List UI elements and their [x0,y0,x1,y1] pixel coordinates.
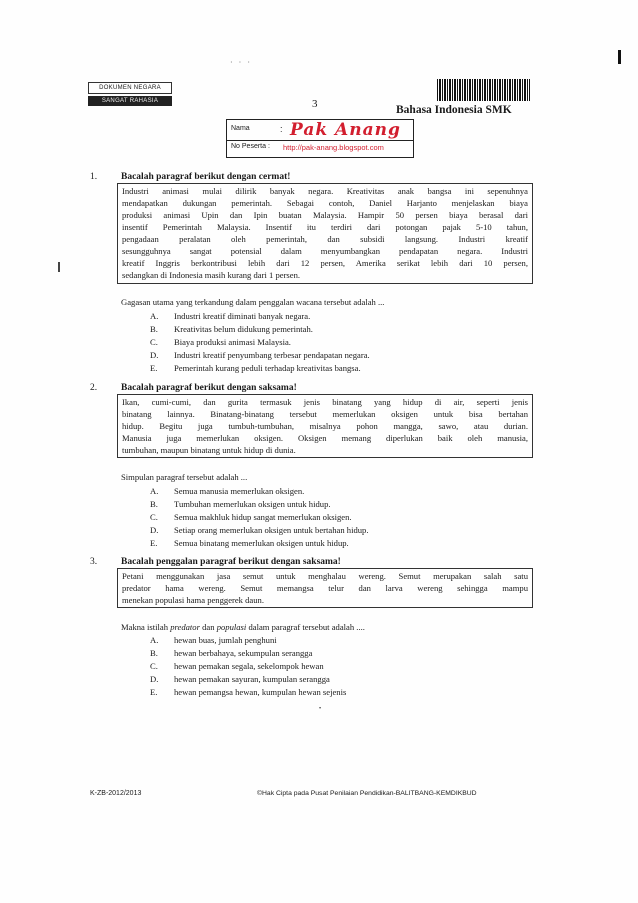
identity-box [226,119,414,158]
term-predator: predator [170,622,200,632]
passage-line: pengadaan peralatan oleh pemerintah, dan subsidi langsung. Industri kreatif [122,234,528,244]
question-1-text: Gagasan utama yang terkandung dalam penggalan wacana tersebut adalah ... [121,297,385,307]
passage-line: sesungguhnya sangat potensial dalam menyumbangkan pendapatan negara. Industri [122,246,528,256]
question-2-text: Simpulan paragraf tersebut adalah ... [121,472,248,482]
passage-line: produksi animasi Upin dan Ipin buatan Malaysia. Hampir 50 persen biaya berasal dari [122,210,528,220]
passage-line: insentif Pemerintah Malaysia. Insentif itu terdiri dari potongan pajak 5-10 tahun, [122,222,528,232]
passage-line: kreatif Inggris berkontribusi lebih dari 12 persen, Amerika serikat lebih dari 10 persen, [122,258,528,268]
footer-copyright: ©Hak Cipta pada Pusat Penilaian Pendidikan-BALITBANG-KEMDIKBUD [257,790,477,797]
question-3-text: Makna istilah predator dan populasi dalam paragraf tersebut adalah .... [121,622,365,632]
option-a[interactable]: A. Industri kreatif diminati banyak negara. [150,311,311,321]
question-1-number: 1. [90,172,98,182]
participant-value: http://pak-anang.blogspot.com [283,143,384,152]
question-1-options [150,311,370,376]
question-1-instruction: Bacalah paragraf berikut dengan cermat! [121,172,291,182]
passage-line: Ikan, cumi-cumi, dan gurita termasuk jenis binatang yang hidup di air, seperti jenis [122,397,528,407]
scan-speck: • [319,706,322,712]
option-e[interactable]: E. Semua binatang memerlukan oksigen untuk hidup. [150,538,349,548]
scan-mark [618,50,621,64]
option-a[interactable]: A. hewan buas, jumlah penghuni [150,635,277,645]
option-d[interactable]: D. Setiap orang memerlukan oksigen untuk bertahan hidup. [150,525,369,535]
passage-line: sedangkan di Indonesia masih kurang dari 1 persen. [122,270,301,280]
option-c[interactable]: C. hewan pemakan segala, sekelompok hewan [150,661,324,671]
option-b[interactable]: B. Kreativitas belum didukung pemerintah. [150,324,313,334]
passage-line: binatang lainnya. Binatang-binatang tersebut memerlukan oksigen untuk bisa bertahan [122,409,528,419]
identity-divider [227,140,413,141]
question-2-number: 2. [90,383,98,393]
passage-line: Manusia juga memerlukan oksigen. Oksigen memang diperlukan baik oleh manusia, [122,433,528,443]
passage-line: Petani menggunakan jasa semut untuk menghalau wereng. Semut merupakan salah satu [122,571,528,581]
passage-line: menekan populasi hama penggerek daun. [122,595,264,605]
page-number: 3 [312,98,318,110]
question-3-passage [117,568,533,608]
name-label: Nama [231,125,250,132]
question-2-passage [117,394,533,458]
option-c[interactable]: C. Biaya produksi animasi Malaysia. [150,337,291,347]
option-a[interactable]: A. Semua manusia memerlukan oksigen. [150,486,305,496]
passage-line: hidup. Begitu juga tumbuh-tumbuhan, misalnya pohon mangga, sawo, atau durian. [122,421,528,431]
passage-line: tumbuhan, maupun binatang untuk hidup di dunia. [122,445,296,455]
option-d[interactable]: D. hewan pemakan sayuran, kumpulan serangga [150,674,330,684]
participant-label: No Peserta : [231,143,270,150]
question-2-options [150,486,369,551]
option-e[interactable]: E. hewan pemangsa hewan, kumpulan hewan sejenis [150,687,347,697]
classification-line-1: DOKUMEN NEGARA [88,82,172,94]
option-d[interactable]: D. Industri kreatif penyumbang terbesar pendapatan negara. [150,350,370,360]
passage-line: mendapatkan dukungan pemerintah. Sebagai contoh, Daniel Harjanto menjelaskan biaya [122,198,528,208]
question-3-number: 3. [90,557,98,567]
question-3-options [150,635,346,700]
name-value: Pak Anang [290,120,401,140]
term-populasi: populasi [216,622,247,632]
option-b[interactable]: B. Tumbuhan memerlukan oksigen untuk hidup. [150,499,331,509]
question-3-instruction: Bacalah penggalan paragraf berikut dengan saksama! [121,557,341,567]
name-colon: : [280,124,283,134]
question-2-instruction: Bacalah paragraf berikut dengan saksama! [121,383,297,393]
scan-dots: · · · [230,58,252,67]
barcode [437,79,530,101]
option-c[interactable]: C. Semua makhluk hidup sangat memerlukan oksigen. [150,512,352,522]
scan-mark [58,262,60,272]
footer-code: K-ZB-2012/2013 [90,790,142,797]
classification-line-2: SANGAT RAHASIA [88,96,172,106]
passage-line: Industri animasi mulai dilirik banyak negara. Kreativitas anak bangsa ini sepenuhnya [122,186,528,196]
question-1-passage [117,183,533,284]
subject-title: Bahasa Indonesia SMK [396,104,512,116]
option-e[interactable]: E. Pemerintah kurang peduli terhadap kreativitas bangsa. [150,363,361,373]
classification-stamp [88,82,172,106]
passage-line: predator hama wereng. Semut memangsa telur dan larva wereng sehingga mampu [122,583,528,593]
option-b[interactable]: B. hewan berbahaya, sekumpulan serangga [150,648,313,658]
